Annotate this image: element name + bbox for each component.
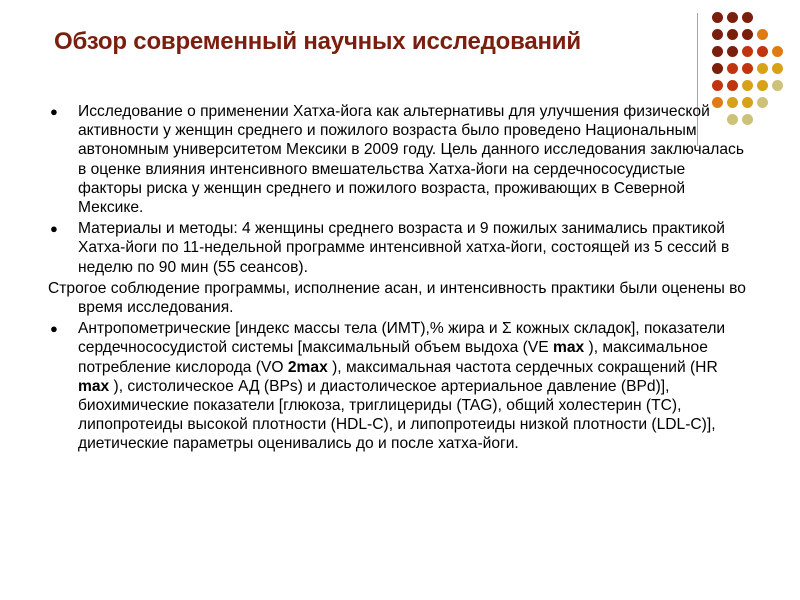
bullet-icon: ● bbox=[50, 221, 58, 237]
bullet-item-study bbox=[48, 102, 748, 217]
paragraph-compliance bbox=[48, 279, 748, 317]
decorative-dot bbox=[742, 80, 753, 91]
decorative-dot bbox=[712, 46, 723, 57]
bullet-icon: ● bbox=[50, 104, 58, 119]
decorative-dot bbox=[727, 12, 738, 23]
decorative-dot bbox=[772, 80, 783, 91]
decorative-dot bbox=[727, 46, 738, 57]
bullet-text: Исследование о применении Хатха-йога как альтернативы для улучшения физической активности у женщин среднего и пожилого возраста было проведено Национальным автономным университетом Мексики в 2009 году. Цель данного исследования заключалась в оценке влияния интенсивного вмешательства Хатха-йоги на сердечнососудистые факторы риска у женщин среднего и пожилого возраста, проживающих в Северной Мексике. bbox=[78, 103, 744, 217]
decorative-dot bbox=[742, 29, 753, 40]
decorative-dot bbox=[757, 63, 768, 74]
decorative-dot bbox=[712, 12, 723, 23]
paragraph-text: Строгое соблюдение программы, исполнение асан, и интенсивность практики были оценены во время исследования. bbox=[48, 279, 746, 317]
decorative-dot bbox=[757, 80, 768, 91]
slide-body bbox=[48, 102, 748, 456]
decorative-dot bbox=[772, 63, 783, 74]
bullet-icon: ● bbox=[50, 321, 58, 337]
bullet-text: Антропометрические [индекс массы тела (ИМТ),% жира и Σ кожных складок], показатели сердечнососудистой системы [максимальный объем выдоха (VE max ), максимальное потребление кислорода (VO 2max ), максимальная частота сердечных сокращений (HR max ), систолическое АД (BPs) и диастолическое артериальное давление (BPd)], биохимические показатели [глюкоза, триглицериды (TAG), общий холестерин (TC), липопротеиды высокой плотности (HDL-C), и липопротеиды низкой плотности (LDL-C)], диетические параметры оценивались до и после хатха-йоги. bbox=[78, 320, 726, 453]
decorative-dot bbox=[742, 12, 753, 23]
bullet-text: Материалы и методы: 4 женщины среднего возраста и 9 пожилых занимались практикой Хатха-йоги по 11-недельной программе интенсивной хатха-йоги, состоящей из 5 сессий в неделю по 90 мин (55 сеансов). bbox=[78, 220, 730, 276]
decorative-dot bbox=[727, 63, 738, 74]
decorative-dot bbox=[727, 29, 738, 40]
slide-title: Обзор современный научных исследований bbox=[54, 28, 581, 55]
decorative-dot bbox=[757, 29, 768, 40]
decorative-dot bbox=[772, 46, 783, 57]
decorative-dot bbox=[727, 80, 738, 91]
decorative-dot bbox=[757, 97, 768, 108]
decorative-dot bbox=[712, 80, 723, 91]
decorative-dot bbox=[712, 63, 723, 74]
decorative-dot bbox=[742, 46, 753, 57]
decorative-dot bbox=[742, 63, 753, 74]
decorative-dot bbox=[712, 29, 723, 40]
bullet-item-parameters bbox=[48, 319, 748, 453]
bullet-item-methods bbox=[48, 219, 748, 277]
decorative-dot bbox=[757, 46, 768, 57]
